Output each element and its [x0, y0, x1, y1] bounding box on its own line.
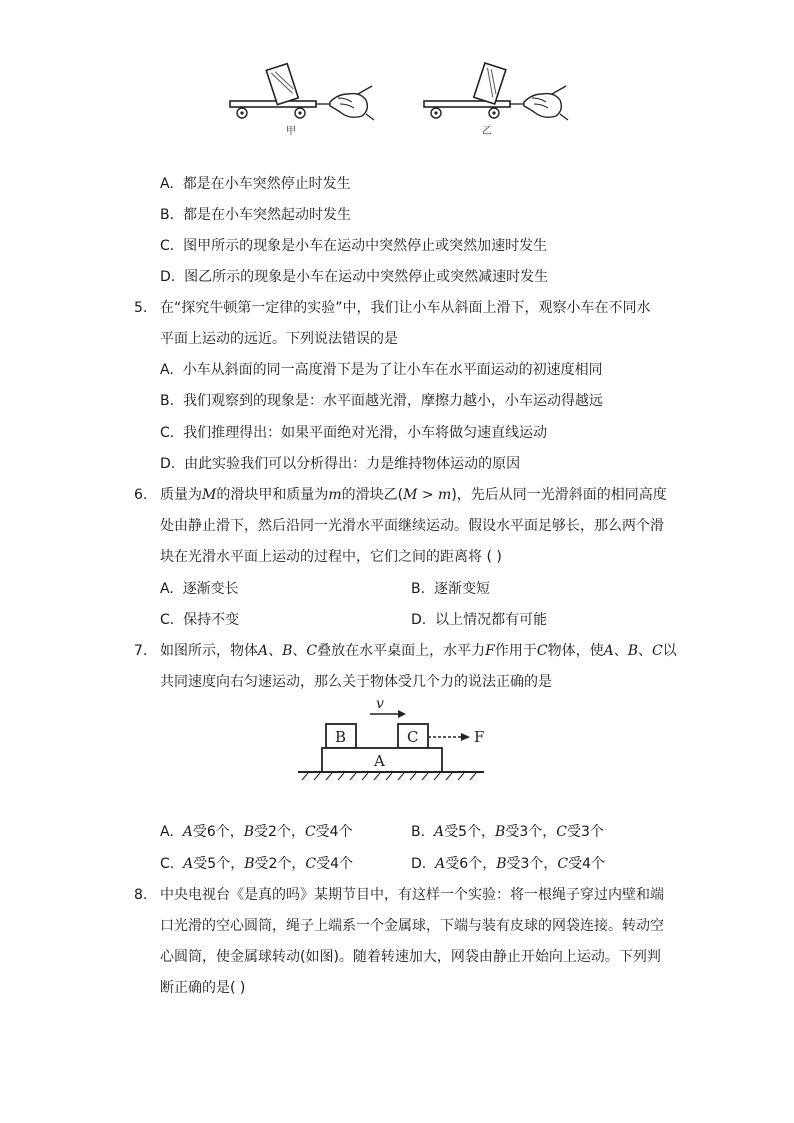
q5-option-d: D. 由此实验我们可以分析得出：力是维持物体运动的原因 [160, 456, 521, 472]
q7-number: 7. [134, 643, 148, 659]
q4-option-d: D. 图乙所示的现象是小车在运动中突然停止或突然减速时发生 [160, 269, 549, 285]
q7-stem-line2: 共同速度向右匀速运动，那么关于物体受几个力的说法正确的是 [160, 674, 552, 690]
fig-label-yi: 乙 [482, 126, 492, 137]
q6-stem-line1: 质量为M的滑块甲和质量为m的滑块乙(M > m)，先后从同一光滑斜面的相同高度 [160, 487, 667, 503]
fig-a-label: A [374, 752, 385, 770]
q8-number: 8. [134, 887, 148, 903]
q5-number: 5. [134, 300, 148, 316]
q6-stem-line2: 处由静止滑下，然后沿同一光滑水平面继续运动。假设水平面足够长，那么两个滑 [160, 518, 664, 534]
q5-option-a: A. 小车从斜面的同一高度滑下是为了让小车在水平面运动的初速度相同 [160, 362, 603, 378]
q6-stem-line3: 块在光滑水平面上运动的过程中，它们之间的距离将 ( ) [160, 549, 502, 565]
q8-stem-line2: 口光滑的空心圆筒，绳子上端系一个金属球，下端与装有皮球的网袋连接。转动空 [160, 918, 664, 934]
q6-number: 6. [134, 487, 148, 503]
fig-label-jia: 甲 [286, 126, 296, 137]
fig-c-label: C [407, 728, 419, 746]
q7-stem-line1: 如图所示，物体A、B、C叠放在水平桌面上，水平力F作用于C物体，使A、B、C以 [160, 643, 677, 659]
fig-v-label: v [376, 696, 384, 712]
q6-option-b: B. 逐渐变短 [411, 581, 490, 597]
q7-option-d: D. A受6个，B受3个，C受4个 [411, 856, 606, 872]
q8-stem-line1: 中央电视台《是真的吗》某期节目中，有这样一个实验：将一根绳子穿过内壁和端 [160, 887, 664, 903]
q4-option-a: A. 都是在小车突然停止时发生 [160, 176, 351, 192]
fig-f-label: F [474, 728, 485, 746]
q8-stem-line4: 断正确的是( ) [160, 980, 246, 996]
q5-stem-line2: 平面上运动的远近。下列说法错误的是 [160, 331, 398, 347]
q7-block-figure [294, 694, 494, 790]
q7-option-c: C. A受5个，B受2个，C受4个 [160, 856, 354, 872]
q5-option-c: C. 我们推理得出：如果平面绝对光滑，小车将做匀速直线运动 [160, 425, 548, 441]
q5-stem-line1: 在“探究牛顿第一定律的实验”中，我们让小车从斜面上滑下，观察小车在不同水 [160, 300, 651, 316]
table-hatching [302, 773, 476, 780]
fig-b-label: B [335, 728, 347, 746]
q6-option-c: C. 保持不变 [160, 612, 240, 628]
cart-yi [424, 63, 568, 120]
cart-jia [230, 64, 374, 120]
q4-option-c: C. 图甲所示的现象是小车在运动中突然停止或突然加速时发生 [160, 238, 548, 254]
q5-option-b: B. 我们观察到的现象是：水平面越光滑，摩擦力越小，小车运动得越远 [160, 393, 603, 409]
q4-cart-figure [220, 58, 580, 142]
q4-option-b: B. 都是在小车突然起动时发生 [160, 207, 351, 223]
force-arrowhead [461, 733, 470, 741]
velocity-arrowhead [398, 710, 406, 718]
q7-option-a: A. A受6个，B受2个，C受4个 [160, 824, 353, 840]
q6-option-d: D. 以上情况都有可能 [411, 612, 548, 628]
q7-option-b: B. A受5个，B受3个，C受3个 [411, 824, 604, 840]
q8-stem-line3: 心圆筒，使金属球转动(如图)。随着转速加大，网袋由静止开始向上运动。下列判 [160, 949, 661, 965]
q6-option-a: A. 逐渐变长 [160, 581, 239, 597]
